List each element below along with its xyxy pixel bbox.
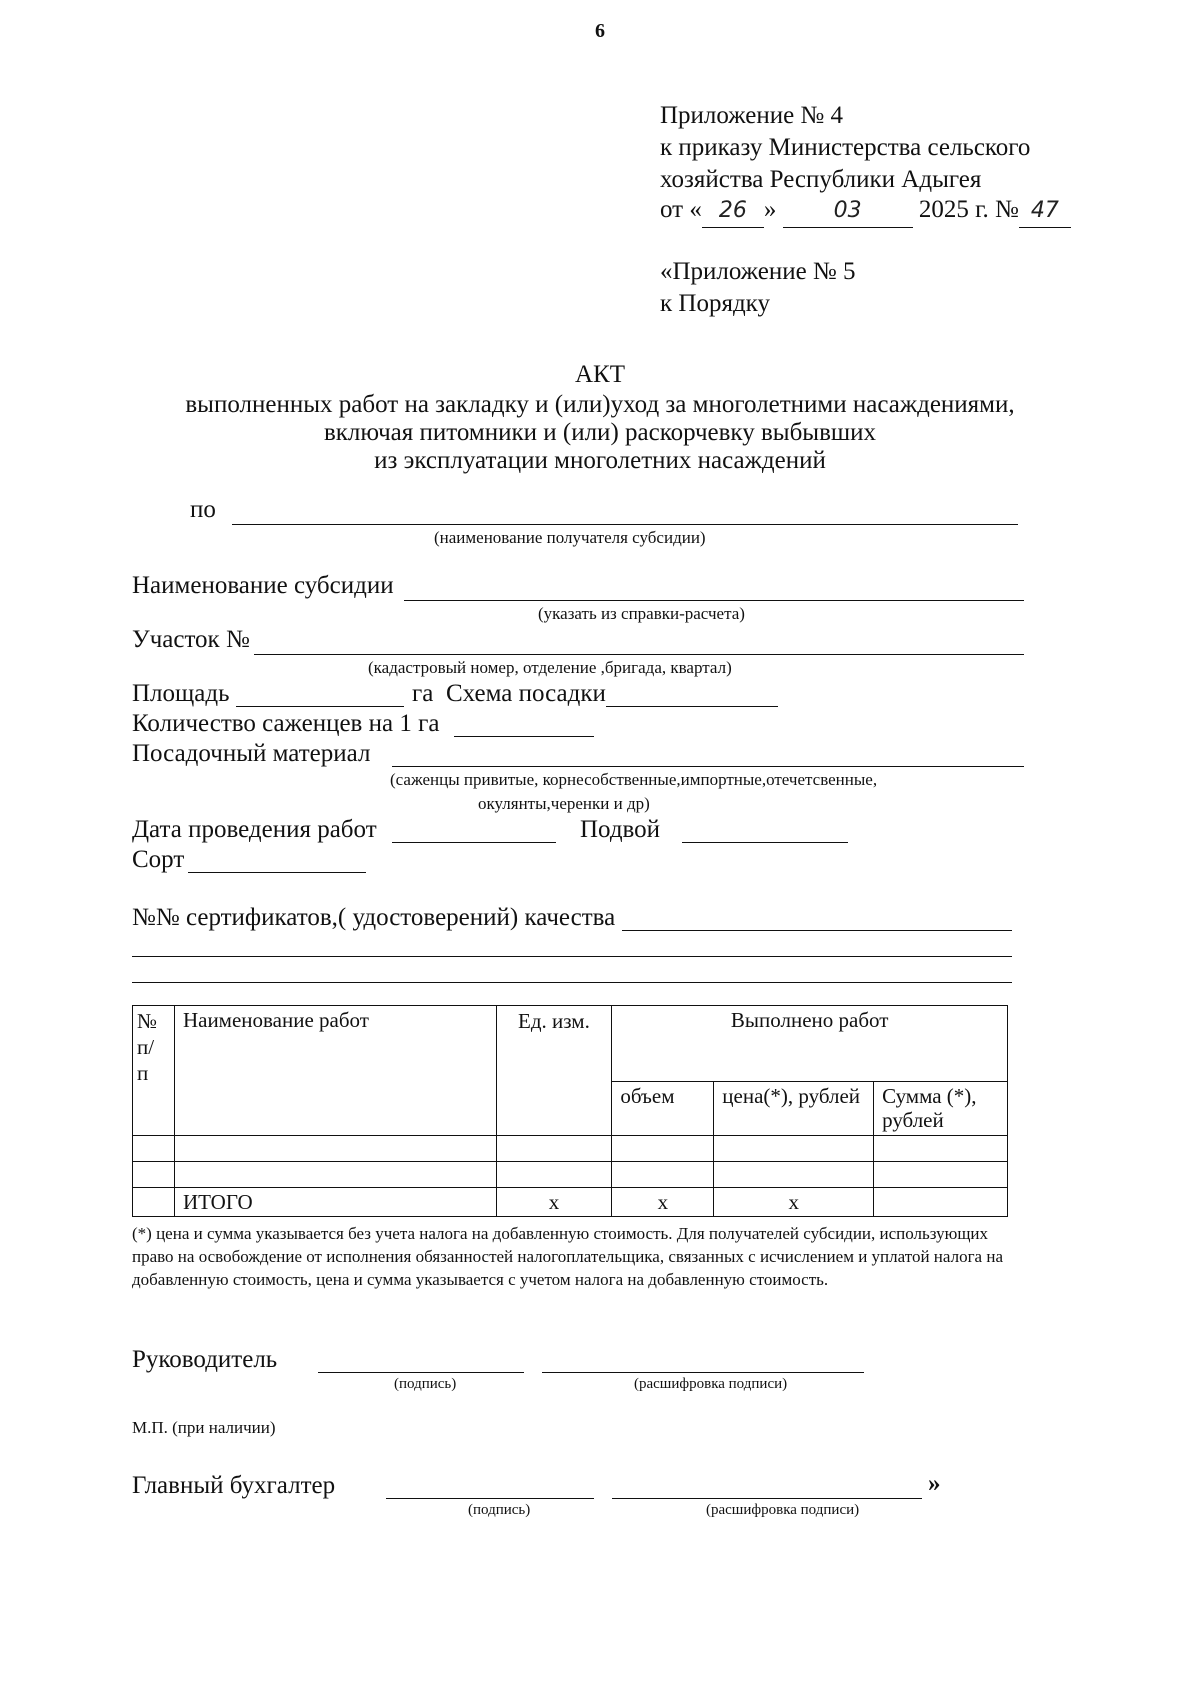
- subsidy-line: [404, 600, 1024, 601]
- seedlings-label: Количество саженцев на 1 га: [132, 710, 440, 737]
- date-year: 2025 г. №: [918, 196, 1019, 223]
- total-row: [133, 1188, 1008, 1217]
- appendix-date-line: [660, 194, 1071, 228]
- recipient-line: [232, 524, 1018, 525]
- appendix5-line-1: «Приложение № 5: [660, 258, 856, 285]
- cert-line-1: [622, 930, 1012, 931]
- stamp-label: М.П. (при наличии): [132, 1418, 276, 1437]
- head-sign-line: [318, 1372, 524, 1373]
- appendix-line-3: хозяйства Республики Адыгея: [660, 166, 982, 193]
- plot-line: [254, 654, 1024, 655]
- material-line: [392, 766, 1024, 767]
- area-label: Площадь: [132, 680, 230, 707]
- rootstock-line: [682, 842, 848, 843]
- seedlings-line: [454, 736, 594, 737]
- header-unit: Ед. изм.: [496, 1006, 612, 1136]
- total-label: ИТОГО: [174, 1188, 496, 1217]
- act-subtitle-3: из эксплуатации многолетних насаждений: [374, 447, 826, 474]
- head-decode-line: [542, 1372, 864, 1373]
- table-row: [133, 1162, 1008, 1188]
- accountant-decode-hint: (расшифровка подписи): [706, 1502, 860, 1518]
- head-decode-hint: (расшифровка подписи): [634, 1376, 788, 1392]
- scheme-label: Схема посадки: [446, 680, 606, 707]
- works-table: [132, 1005, 1008, 1217]
- date-day: 26: [702, 195, 764, 228]
- header-price: цена(*), рублей: [714, 1082, 874, 1136]
- po-label: по: [190, 496, 216, 523]
- cert-label: №№ сертификатов,( удостоверений) качества: [132, 904, 616, 931]
- date-month: 03: [783, 195, 913, 228]
- plot-hint: (кадастровый номер, отделение ,бригада, квартал): [368, 658, 732, 677]
- head-label: Руководитель: [132, 1346, 278, 1373]
- material-label: Посадочный материал: [132, 740, 371, 767]
- area-line: [236, 706, 404, 707]
- head-sign-hint: (подпись): [394, 1376, 457, 1392]
- accountant-sign-line: [386, 1498, 594, 1499]
- work-date-line: [392, 842, 556, 843]
- recipient-hint: (наименование получателя субсидии): [434, 528, 706, 547]
- subsidy-hint: (указать из справки-расчета): [538, 604, 745, 623]
- accountant-label: Главный бухгалтер: [132, 1472, 336, 1499]
- cert-line-2: [132, 956, 1012, 957]
- appendix-line-1: Приложение № 4: [660, 102, 844, 129]
- header-work-name: Наименование работ: [174, 1006, 496, 1136]
- accountant-decode-line: [612, 1498, 922, 1499]
- date-mid: »: [763, 196, 777, 223]
- act-title: АКТ: [575, 361, 625, 388]
- page-number: 6: [595, 20, 605, 42]
- header-done: Выполнено работ: [612, 1006, 1008, 1082]
- header-num: № п/ п: [133, 1006, 175, 1136]
- total-volume-x: х: [612, 1188, 714, 1217]
- accountant-sign-hint: (подпись): [468, 1502, 531, 1518]
- appendix5-line-2: к Порядку: [660, 290, 770, 317]
- cert-line-3: [132, 982, 1012, 983]
- variety-line: [188, 872, 366, 873]
- area-unit: га: [412, 680, 434, 707]
- total-unit-x: х: [496, 1188, 612, 1217]
- date-prefix: от «: [660, 196, 702, 223]
- material-hint-1: (саженцы привитые, корнесобственные,импортные,отечетсвенные,: [390, 770, 878, 789]
- appendix-line-2: к приказу Министерства сельского: [660, 134, 1031, 161]
- subsidy-label: Наименование субсидии: [132, 572, 394, 599]
- total-price-x: х: [714, 1188, 874, 1217]
- header-volume: объем: [612, 1082, 714, 1136]
- work-date-label: Дата проведения работ: [132, 816, 377, 843]
- variety-label: Сорт: [132, 846, 185, 873]
- table-row: [133, 1136, 1008, 1162]
- header-sum: Сумма (*), рублей: [874, 1082, 1008, 1136]
- closing-quote: »: [928, 1470, 941, 1497]
- footnote: (*) цена и сумма указывается без учета налога на добавленную стоимость. Для получателей субсидии, использующих право на освобождение от исполнения обязанностей налогоплательщика, связанных с исчислением и уплатой налога на добавленную стоимость, цена и сумма указывается с учетом налога на добавленную стоимость.: [132, 1224, 1003, 1289]
- order-number: 47: [1019, 195, 1071, 228]
- material-hint-2: окулянты,черенки и др): [478, 794, 650, 813]
- plot-label: Участок №: [132, 626, 250, 653]
- rootstock-label: Подвой: [580, 816, 661, 843]
- scheme-line: [606, 706, 778, 707]
- act-subtitle-1: выполненных работ на закладку и (или)уход за многолетними насаждениями,: [185, 391, 1015, 418]
- act-subtitle-2: включая питомники и (или) раскорчевку выбывших: [323, 419, 877, 446]
